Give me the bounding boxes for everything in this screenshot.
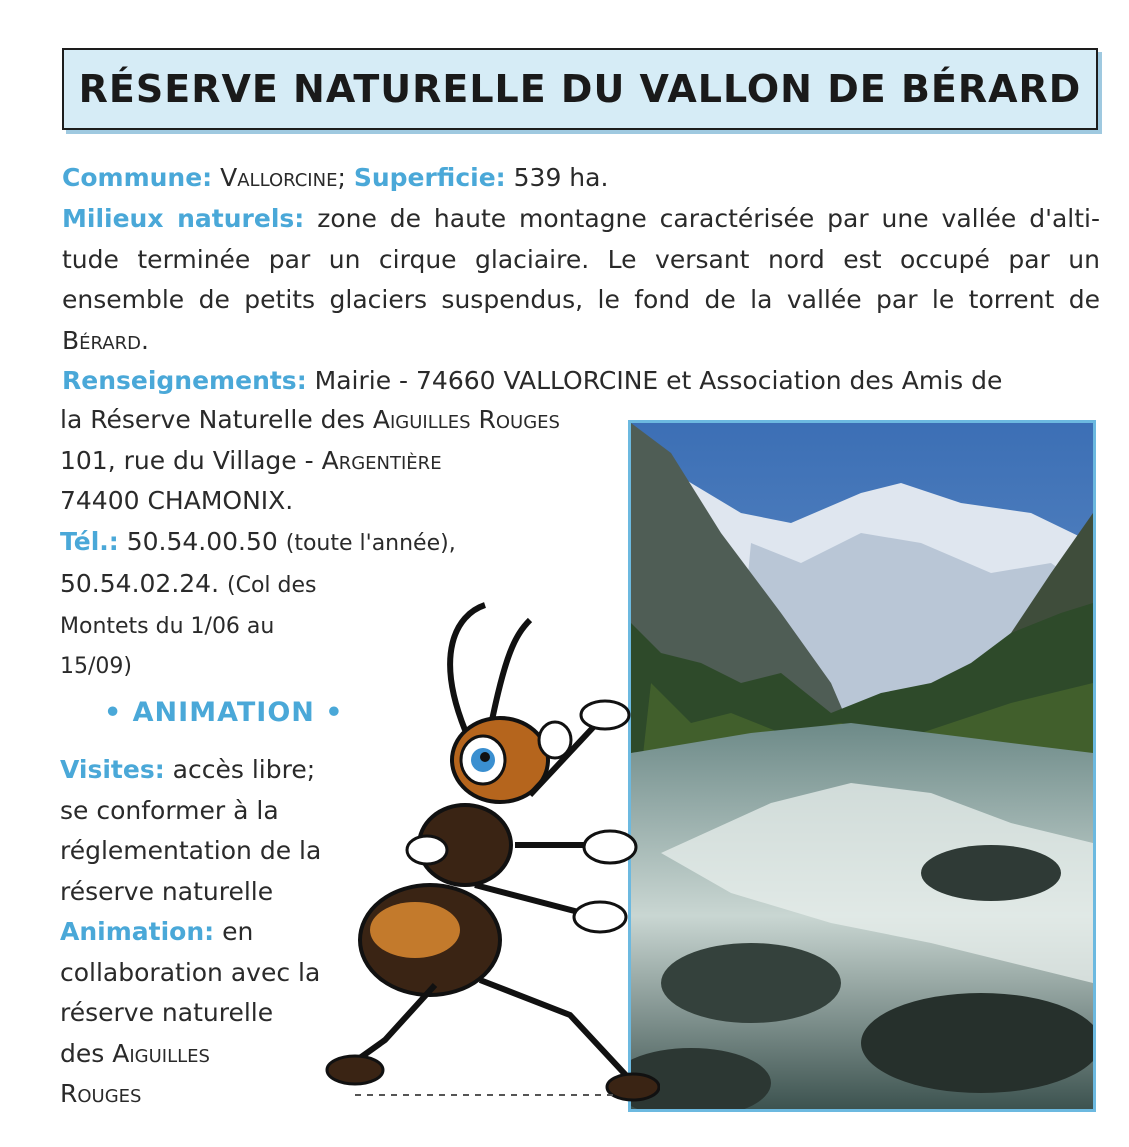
tel-number-2: 50.54.02.24. <box>60 569 220 598</box>
address-line-3 <box>60 441 620 482</box>
mountain-landscape-image <box>631 423 1093 1109</box>
visites-line-2: se conformer à la <box>60 795 279 825</box>
tel-note-3: Montets du 1/06 au <box>60 613 275 639</box>
commune-value: Vallorcine <box>220 163 338 192</box>
address-line-4: 74400 CHAMONIX. <box>60 486 294 515</box>
address-line-2-text: la Réserve Naturelle des <box>60 405 365 434</box>
milieux-text: zone de haute montagne caractérisée par une vallée d'alti-tude terminée par un cirque glaciaire. Le versant nord est occupé par un ensemble de petits glaciers suspendus, le fond de la vallée par le torrent de <box>62 204 1100 314</box>
tel-label: Tél.: <box>60 526 119 556</box>
visites-label: Visites: <box>60 755 165 784</box>
tel-note-1: (toute l'année), <box>285 530 456 556</box>
visites-line-3: réglementation de la <box>60 836 322 865</box>
superficie-value: 539 ha. <box>513 163 609 192</box>
animation-place-4: Aiguilles <box>112 1038 210 1068</box>
address-line-2 <box>60 400 620 441</box>
animation-line-2: collaboration avec la <box>60 957 321 987</box>
address-line-2-place: Aiguilles Rouges <box>372 405 560 434</box>
address-line-3-place: Argentière <box>321 445 442 475</box>
renseignements-line <box>62 361 1100 402</box>
animation-label: Animation: <box>60 917 215 946</box>
tel-line-1 <box>60 522 620 565</box>
visites-text-1: accès libre; <box>172 755 316 784</box>
tel-number-1: 50.54.00.50 <box>126 526 278 556</box>
visites-line-4: réserve naturelle <box>60 876 274 906</box>
ant-mascot-illustration <box>315 595 660 1115</box>
tel-note-4: 15/09) <box>60 654 132 679</box>
renseignements-label: Renseignements: <box>62 366 307 395</box>
animation-line-3: réserve naturelle <box>60 998 274 1027</box>
commune-line: Commune: Vallorcine; Superficie: 539 ha. <box>62 163 609 192</box>
renseignements-line1: Mairie - 74660 VALLORCINE et Association des Amis de <box>314 366 1003 395</box>
superficie-label: Superficie: <box>353 163 506 192</box>
commune-label: Commune: <box>62 163 213 192</box>
animation-text-1: en <box>222 917 254 946</box>
title-banner <box>62 48 1098 130</box>
milieux-paragraph <box>62 199 1100 361</box>
animation-text-4: des <box>60 1038 105 1068</box>
page-title: RÉSERVE NATURELLE DU VALLON DE BÉRARD <box>78 67 1082 111</box>
milieux-place: Bérard. <box>62 325 149 355</box>
animation-place-5: Rouges <box>60 1079 142 1108</box>
tel-note-2: (Col des <box>227 573 317 598</box>
milieux-label: Milieux naturels: <box>62 204 305 233</box>
animation-heading: • ANIMATION • <box>104 697 344 728</box>
address-line-3-text: 101, rue du Village - <box>60 445 314 475</box>
mountain-valley-photo <box>628 420 1096 1112</box>
